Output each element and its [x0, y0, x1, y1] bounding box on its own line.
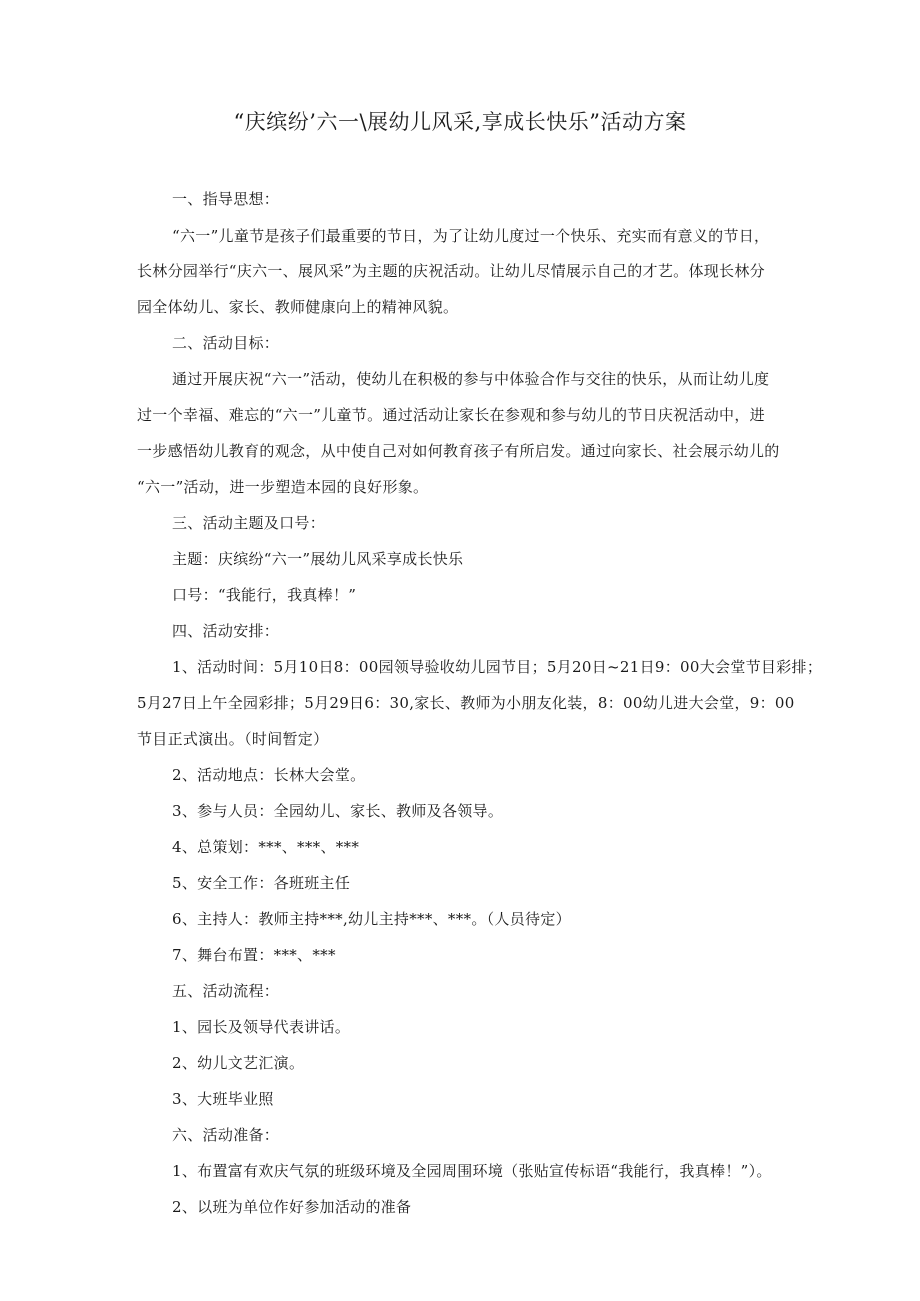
list-item: 3、大班毕业照: [172, 1090, 274, 1108]
section-heading-process: 五、活动流程：: [172, 982, 280, 1000]
section-heading-arrangement: 四、活动安排：: [172, 622, 280, 640]
section-heading-goals: 二、活动目标：: [172, 334, 280, 352]
list-item: 2、幼儿文艺汇演。: [172, 1054, 305, 1072]
list-item: 6、主持人：教师主持***,幼儿主持***、***。（人员待定）: [172, 910, 571, 928]
list-item: 5、安全工作：各班班主任: [172, 874, 351, 892]
paragraph-line: 园全体幼儿、家长、教师健康向上的精神风貌。: [137, 298, 459, 316]
section-heading-preparation: 六、活动准备：: [172, 1126, 280, 1144]
list-item: 4、总策划：***、***、***: [172, 838, 360, 856]
list-item: 1、园长及领导代表讲话。: [172, 1018, 351, 1036]
list-item: 1、活动时间：5月10日8：00园领导验收幼儿园节目；5月20日~21日9：00大会堂节目彩排；: [172, 658, 823, 676]
section-heading-guiding-ideology: 一、指导思想：: [172, 190, 280, 208]
section-heading-theme: 三、活动主题及口号：: [172, 514, 326, 532]
paragraph-line: “六一”活动，进一步塑造本园的良好形象。: [137, 478, 429, 496]
slogan-line: 口号：“我能行，我真棒！”: [172, 586, 357, 604]
list-item: 2、以班为单位作好参加活动的准备: [172, 1198, 412, 1216]
list-item: 2、活动地点：长林大会堂。: [172, 766, 366, 784]
paragraph-line: 过一个幸福、难忘的“六一”儿童节。通过活动让家长在参观和参与幼儿的节日庆祝活动中，进: [137, 406, 765, 424]
document-title: “庆缤纷’六一\展幼儿风采,享成长快乐”活动方案: [233, 110, 687, 134]
paragraph-line: 一步感悟幼儿教育的观念，从中使自己对如何教育孩子有所启发。通过向家长、社会展示幼儿的: [137, 442, 780, 460]
list-item-continuation: 节目正式演出。（时间暂定）: [137, 730, 329, 748]
paragraph-line: “六一”儿童节是孩子们最重要的节日，为了让幼儿度过一个快乐、充实而有意义的节日，: [172, 227, 770, 245]
list-item-continuation: 5月27日上午全园彩排；5月29日6：30,家长、教师为小朋友化装，8：00幼儿进大会堂，9：00: [137, 694, 795, 712]
list-item: 1、布置富有欢庆气氛的班级环境及全园周围环境（张贴宣传标语“我能行，我真棒！”）。: [172, 1162, 772, 1180]
paragraph-line: 通过开展庆祝“六一”活动，使幼儿在积极的参与中体验合作与交往的快乐，从而让幼儿度: [172, 370, 770, 388]
paragraph-line: 长林分园举行“庆六一、展风采”为主题的庆祝活动。让幼儿尽情展示自己的才艺。体现长林分: [137, 262, 765, 280]
theme-line: 主题：庆缤纷“六一”展幼儿风采享成长快乐: [172, 550, 464, 568]
list-item: 7、舞台布置：***、***: [172, 946, 336, 964]
list-item: 3、参与人员：全园幼儿、家长、教师及各领导。: [172, 802, 504, 820]
